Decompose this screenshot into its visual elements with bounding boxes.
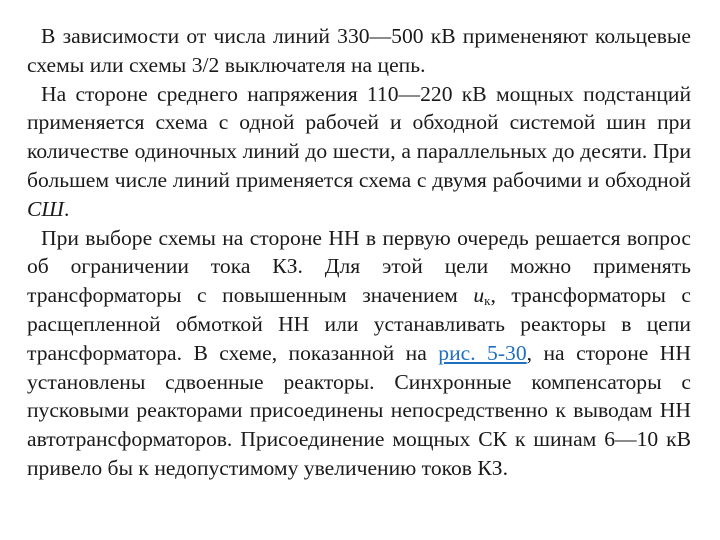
paragraph-330-500kv xyxy=(27,22,691,80)
paragraph-2-end: . xyxy=(63,196,70,221)
abbreviation-sh: СШ xyxy=(27,196,64,221)
paragraph-1-text: В зависимости от числа линий 330—500 кВ примененяют кольцевые схемы или схемы 3/2 выключателя на цепь. xyxy=(27,24,691,77)
paragraph-2-text: На стороне среднего напряжения 110—220 кВ мощных подстанций применяется схема с одной рабочей и обходной системой шин при количестве одиночных линий до шести, а параллельных до десяти. При большем числе линий применяется схема с двумя рабочими и обходной xyxy=(27,81,691,192)
figure-link-5-30[interactable]: рис. 5-30 xyxy=(438,340,527,365)
symbol-subscript-k: к xyxy=(484,293,491,309)
paragraph-110-220kv xyxy=(27,80,691,224)
paragraph-3-part-2: , трансформаторы с расщепленной обмоткой НН или устанавливать реакторы в цепи трансформатора. В схеме, показанной на xyxy=(27,283,691,365)
paragraph-3-part-1: При выборе схемы на стороне НН в первую очередь решается вопрос об ограничении тока КЗ. Для этой цели можно применять трансформаторы с повышенным значением xyxy=(27,225,691,308)
symbol-u: u xyxy=(473,283,485,308)
paragraph-3-part-3: , на стороне НН установлены сдвоенные реакторы. Синхронные компенсаторы с пусковыми реакторами присоединены непосредственно к выводам НН автотрансформаторов. Присоединение мощных СК к шинам 6—10 кВ привело бы к недопустимому увеличению токов КЗ. xyxy=(27,340,691,480)
document-body xyxy=(27,22,691,483)
paragraph-nn-side xyxy=(27,224,691,483)
